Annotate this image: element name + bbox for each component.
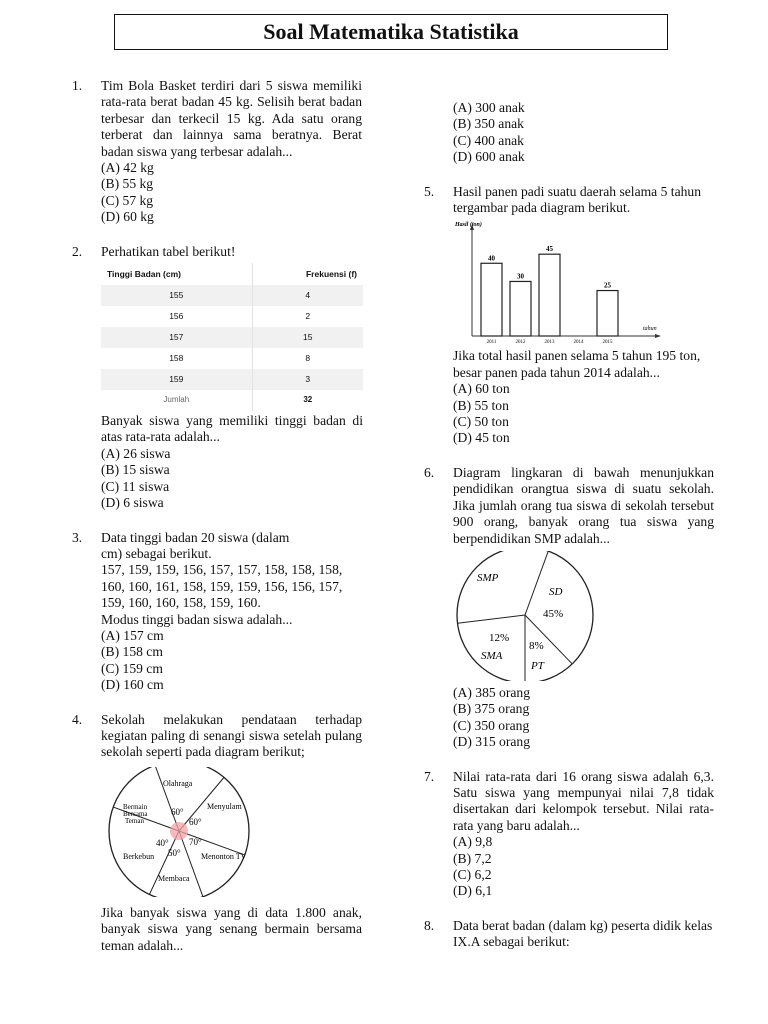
data-line: 159, 160, 160, 158, 159, 160. <box>101 595 261 611</box>
table-total-row <box>101 390 363 411</box>
height-frequency-table <box>101 263 363 411</box>
option-d[interactable]: (D) 600 anak <box>453 149 525 165</box>
option-a[interactable]: (A) 9,8 <box>453 834 493 850</box>
option-b[interactable]: (B) 7,2 <box>453 850 492 866</box>
bar-2015 <box>597 291 618 336</box>
x-axis-label: tahun <box>643 326 657 333</box>
bar-2013 <box>539 255 560 337</box>
option-c[interactable]: (C) 57 kg <box>101 192 154 208</box>
option-c[interactable]: (C) 6,2 <box>453 866 492 882</box>
question-intro: Perhatikan tabel berikut! <box>101 243 236 259</box>
table-header: Frekuensi (f) <box>252 263 363 285</box>
bar-2011 <box>481 264 502 337</box>
pie-label: SMA <box>481 649 503 662</box>
activity-pie-chart <box>103 767 253 897</box>
table-cell: Jumlah <box>101 390 252 411</box>
question-3 <box>72 530 362 694</box>
question-text: Banyak siswa yang memiliki tinggi badan di atas rata-rata adalah... <box>101 413 363 445</box>
pie-label: Menyulam <box>207 801 242 811</box>
data-line: 157, 159, 159, 156, 157, 157, 158, 158, 158, <box>101 562 343 578</box>
option-c[interactable]: (C) 50 ton <box>453 414 509 430</box>
angle-label: 60° <box>189 816 202 827</box>
option-a[interactable]: (A) 300 anak <box>453 100 525 115</box>
option-a[interactable]: (A) 26 siswa <box>101 445 171 461</box>
question-number: 4. <box>72 711 83 727</box>
question-number: 6. <box>424 464 435 480</box>
table-cell: 32 <box>303 395 313 405</box>
question-number: 7. <box>424 768 435 784</box>
bar-value-label: 45 <box>546 245 553 254</box>
option-d[interactable]: (D) 315 orang <box>453 734 531 750</box>
bar-value-label: 40 <box>488 254 495 263</box>
table-cell: 156 <box>101 306 252 327</box>
option-a[interactable]: (A) 385 orang <box>453 684 531 700</box>
question-number: 3. <box>72 529 83 545</box>
table-row <box>101 327 363 348</box>
question-text: Sekolah melakukan pendataan terhadap kegiatan paling di senangi siswa setelah pulang sekolah seperti pada diagram berikut; <box>101 711 362 760</box>
pie-label: Berkebun <box>123 851 155 861</box>
option-b[interactable]: (B) 375 orang <box>453 701 530 717</box>
pie-label: Olahraga <box>163 778 193 788</box>
angle-label: 40° <box>156 837 169 848</box>
angle-label: 70° <box>189 836 202 847</box>
option-b[interactable]: (B) 158 cm <box>101 644 163 660</box>
question-2 <box>72 244 362 512</box>
pie-label: PT <box>531 659 544 672</box>
option-c[interactable]: (C) 159 cm <box>101 660 163 676</box>
x-tick-label: 2011 <box>486 340 497 345</box>
option-d[interactable]: (D) 6 siswa <box>101 495 164 511</box>
table-cell: 2 <box>305 311 311 322</box>
option-d[interactable]: (D) 60 kg <box>101 209 154 225</box>
center-highlight <box>170 822 188 840</box>
table-cell: 158 <box>101 348 252 369</box>
pie-label: Bersama <box>123 809 148 818</box>
y-axis-label: Hasil (ton) <box>455 222 482 229</box>
option-b[interactable]: (B) 55 ton <box>453 397 509 413</box>
option-a[interactable]: (A) 60 ton <box>453 381 510 397</box>
pie-label: Teman <box>125 816 144 825</box>
table-cell: 157 <box>101 327 252 348</box>
table-cell: 159 <box>101 369 252 390</box>
option-d[interactable]: (D) 6,1 <box>453 883 493 899</box>
question-4-options <box>424 100 714 166</box>
table-row <box>101 285 363 306</box>
pie-divider <box>155 767 179 831</box>
option-b[interactable]: (B) 55 kg <box>101 176 154 192</box>
question-text: Data berat badan (dalam kg) peserta didik kelas IX.A sebagai berikut: <box>453 917 713 950</box>
question-6 <box>424 465 714 751</box>
option-b[interactable]: (B) 350 anak <box>453 116 524 132</box>
table-row <box>101 306 363 327</box>
pie-label: 8% <box>529 639 544 652</box>
education-pie-chart <box>453 551 603 681</box>
table-cell: 155 <box>101 285 252 306</box>
pie-label: 12% <box>489 631 510 644</box>
table-cell: 15 <box>252 327 363 348</box>
question-text: Nilai rata-rata dari 16 orang siswa adalah 6,3. Satu siswa yang mempunyai nilai 7,8 tidak disertakan dari kelompok tersebut. Nilai rata-rata yang baru adalah... <box>453 768 714 833</box>
pie-label: 45% <box>543 607 564 620</box>
angle-label: 60° <box>171 806 184 817</box>
pie-divider <box>458 615 525 623</box>
pie-label: SD <box>549 585 563 598</box>
question-text-line: Data tinggi badan 20 siswa (dalam <box>101 529 290 545</box>
bar-2012 <box>510 282 531 337</box>
question-number: 5. <box>424 183 435 199</box>
question-text: Hasil panen padi suatu daerah selama 5 tahun tergambar pada diagram berikut. <box>453 183 701 216</box>
option-d[interactable]: (D) 160 cm <box>101 677 164 693</box>
angle-label: 50° <box>168 847 181 858</box>
question-4 <box>72 712 362 954</box>
question-text: Modus tinggi badan siswa adalah... <box>101 611 293 627</box>
bar-value-label: 25 <box>604 281 611 290</box>
option-c[interactable]: (C) 400 anak <box>453 132 524 148</box>
table-row <box>101 369 363 390</box>
question-number: 1. <box>72 78 83 93</box>
option-b[interactable]: (B) 15 siswa <box>101 462 170 478</box>
question-7 <box>424 769 714 900</box>
table-row <box>101 348 363 369</box>
bar-value-label: 30 <box>517 272 524 281</box>
option-a[interactable]: (A) 157 cm <box>101 627 164 643</box>
question-text: Diagram lingkaran di bawah menunjukkan pendidikan orangtua siswa di suatu sekolah. Jika jumlah orang tua siswa di sekolah tersebut 900 orang, banyak orang tua siswa yang berpendidikan SMP adalah... <box>453 464 714 546</box>
right-column <box>424 100 714 965</box>
question-text-line: cm) sebagai berikut. <box>101 545 212 561</box>
x-tick-label: 2015 <box>602 340 613 345</box>
option-c[interactable]: (C) 11 siswa <box>101 478 170 494</box>
page-title: Soal Matematika Statistika <box>114 14 668 50</box>
option-d[interactable]: (D) 45 ton <box>453 430 510 446</box>
question-number: 8. <box>424 917 435 933</box>
data-line: 160, 160, 161, 158, 159, 159, 156, 156, 157, <box>101 578 343 594</box>
pie-label: Bermain <box>123 802 148 811</box>
pie-label: Menonton TV <box>201 851 247 861</box>
question-1 <box>72 78 362 226</box>
table-cell: 8 <box>305 353 311 364</box>
question-number: 2. <box>72 243 83 259</box>
pie-divider <box>525 551 548 615</box>
harvest-bar-chart <box>453 218 668 344</box>
table-header: Tinggi Badan (cm) <box>101 263 252 285</box>
x-tick-label: 2014 <box>573 340 584 345</box>
question-8 <box>424 918 714 951</box>
question-text: Jika total hasil panen selama 5 tahun 195 ton, besar panen pada tahun 2014 adalah... <box>453 348 701 380</box>
left-column <box>72 78 362 968</box>
x-tick-label: 2012 <box>515 340 526 345</box>
pie-label: Membaca <box>158 873 190 883</box>
question-5 <box>424 184 714 447</box>
pie-label: SMP <box>477 571 499 584</box>
option-a[interactable]: (A) 42 kg <box>101 160 154 176</box>
question-text: Tim Bola Basket terdiri dari 5 siswa memiliki rata-rata berat badan 45 kg. Selisih berat badan terbesar dan terkecil 15 kg. Ada satu orang terberat dan lainnya sama beratnya. Berat badan siswa yang terbesar adalah... <box>101 78 362 159</box>
x-axis-arrow <box>655 334 661 338</box>
option-c[interactable]: (C) 350 orang <box>453 717 530 733</box>
table-cell: 4 <box>252 285 363 306</box>
question-text: Jika banyak siswa yang di data 1.800 anak, banyak siswa yang senang bermain bersama teman adalah... <box>101 904 362 953</box>
table-cell: 3 <box>252 369 363 390</box>
x-tick-label: 2013 <box>544 340 555 345</box>
